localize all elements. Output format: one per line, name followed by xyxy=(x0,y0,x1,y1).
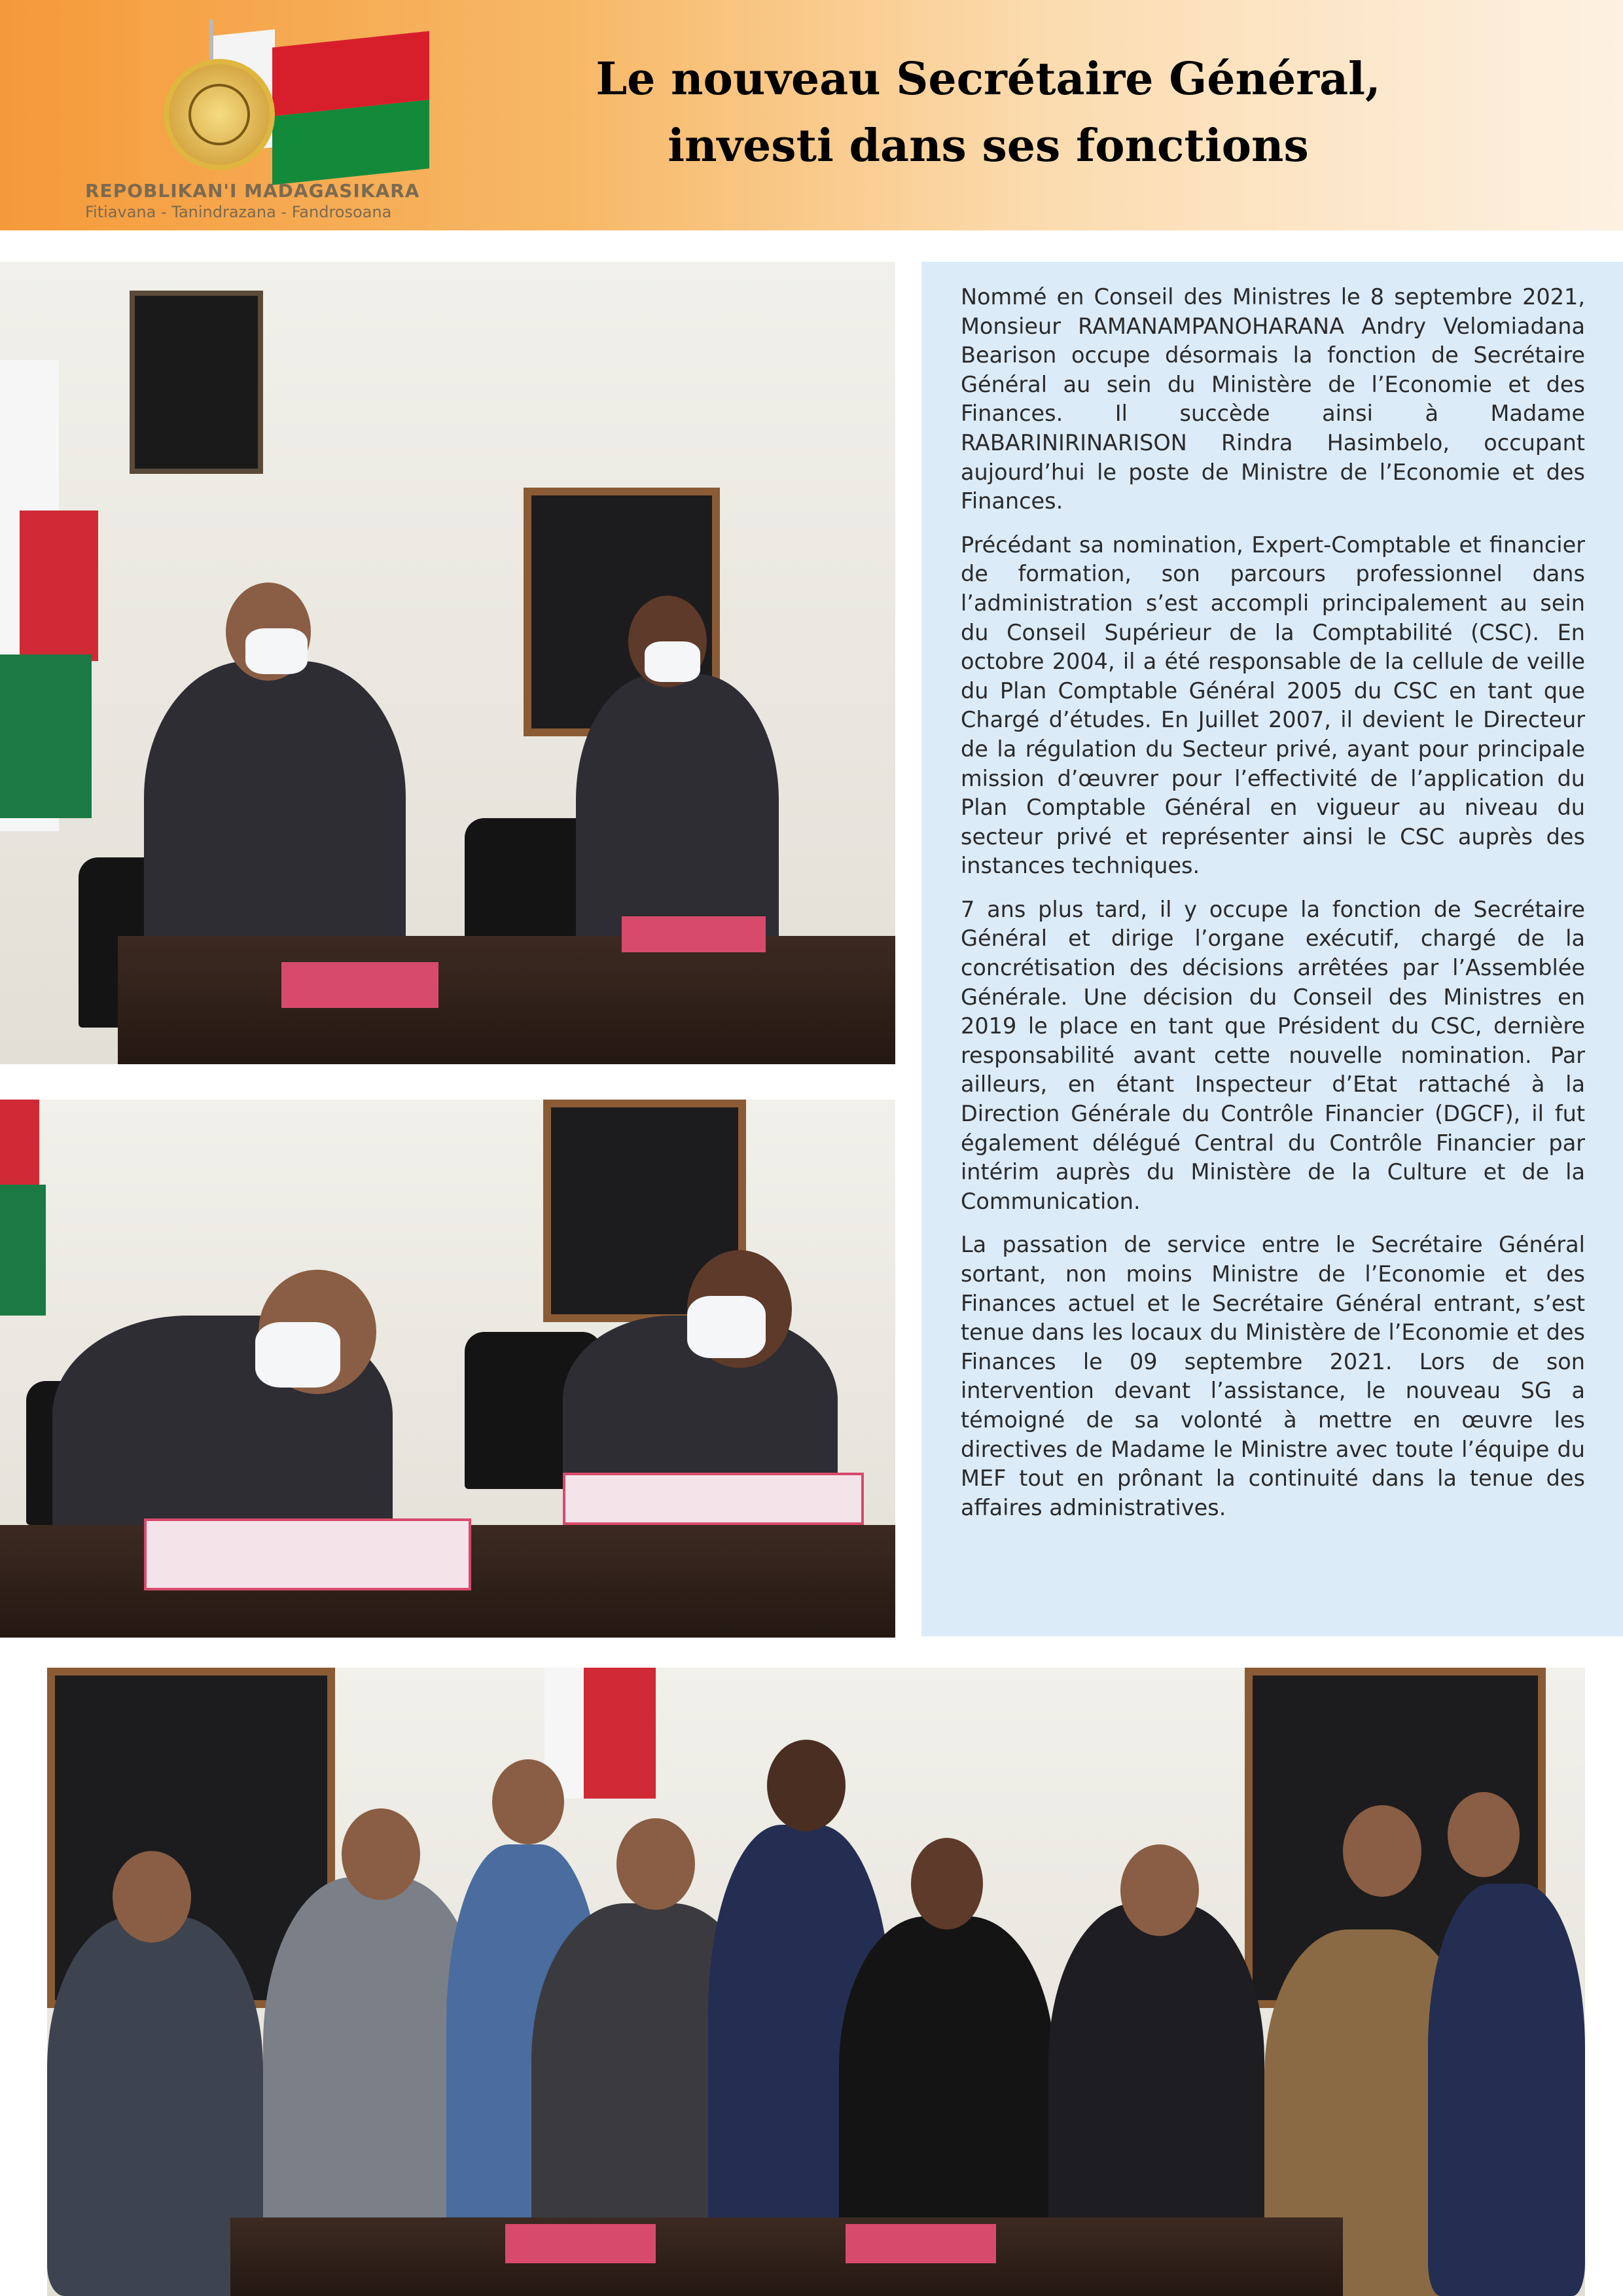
coat-of-arms-icon xyxy=(164,59,275,170)
article-paragraph-2: Précédant sa nomination, Expert-Comptable et financier de formation, son parcours professionnel dans l’administration s’est accompli principalement au sein du Conseil Supérieur de la Comptabilité (CSC). En octobre 2004, il a été responsable de la cellule de veille du Plan Comptable Général 2005 du CSC en tant que Chargé d’études. En Juillet 2007, il devient le Directeur de la régulation du Secteur privé, ayant pour principale mission d’œuvrer pour l’effectivité de l’application du Plan Comptable Général en vigueur au niveau du secteur privé et représenter ainsi le CSC auprès des instances techniques. xyxy=(961,531,1585,879)
group-person xyxy=(1428,1884,1585,2296)
republic-logo xyxy=(79,13,445,223)
article-paragraph-4: La passation de service entre le Secrétaire Général sortant, non moins Ministre de l’Economie et des Finances actuel et le Secrétaire Général entrant, s’est tenue dans les locaux du Ministère de l’Economie et des Finances le 09 septembre 2021. Lors de son intervention devant l’assistance, le nouveau SG a témoigné de sa volonté à mettre en œuvre les directives de Madame le Ministre avec toute l’équipe du MEF tout en prônant la continuité dans la tenue des affaires administratives. xyxy=(961,1232,1585,1520)
signing-table xyxy=(118,936,895,1064)
signing-folder xyxy=(505,2224,656,2263)
republic-motto: Fitiavana - Tanindrazana - Fandrosoana xyxy=(85,203,392,221)
photo-group xyxy=(47,1668,1585,2296)
signing-folder xyxy=(281,962,438,1008)
presidential-portrait xyxy=(130,291,263,474)
article-body xyxy=(961,283,1585,1537)
title-line-1: Le nouveau Secrétaire Général, xyxy=(596,53,1381,105)
signing-folder xyxy=(622,916,766,952)
page-title xyxy=(497,46,1479,179)
signing-folder xyxy=(563,1473,864,1525)
photo-standing-ceremony xyxy=(0,262,895,1064)
header-banner xyxy=(0,0,1623,230)
republic-name: REPOBLIKAN'I MADAGASIKARA xyxy=(85,180,420,202)
title-line-2: investi dans ses fonctions xyxy=(668,120,1309,172)
photo-signing xyxy=(0,1100,895,1638)
signing-table xyxy=(230,2217,1343,2296)
signing-folder xyxy=(144,1518,471,1590)
signing-folder xyxy=(846,2224,996,2263)
article-paragraph-3: 7 ans plus tard, il y occupe la fonction de Secrétaire Général et dirige l’organe exécutif, chargé de la concrétisation des décisions arrêtées par l’Assemblée Générale. Une décision du Conseil des Ministres en 2019 le place en tant que Président du CSC, dernière responsabilité avant cette nouvelle nomination. Par ailleurs, en étant Inspecteur d’Etat rattaché à la Direction Générale du Contrôle Financier (DGCF), il fut également délégué Central du Contrôle Financier par intérim auprès du Ministère de la Culture et de la Communication. xyxy=(961,896,1585,1214)
article-paragraph-1: Nommé en Conseil des Ministres le 8 septembre 2021, Monsieur RAMANAMPANOHARANA Andry Velomiadana Bearison occupe désormais la fonction de Secrétaire Général au sein du Ministère de l’Economie et des Finances. Il succède ainsi à Madame RABARINIRINARISON Rindra Hasimbelo, occupant aujourd’hui le poste de Ministre de l’Economie et des Finances. xyxy=(961,284,1585,514)
